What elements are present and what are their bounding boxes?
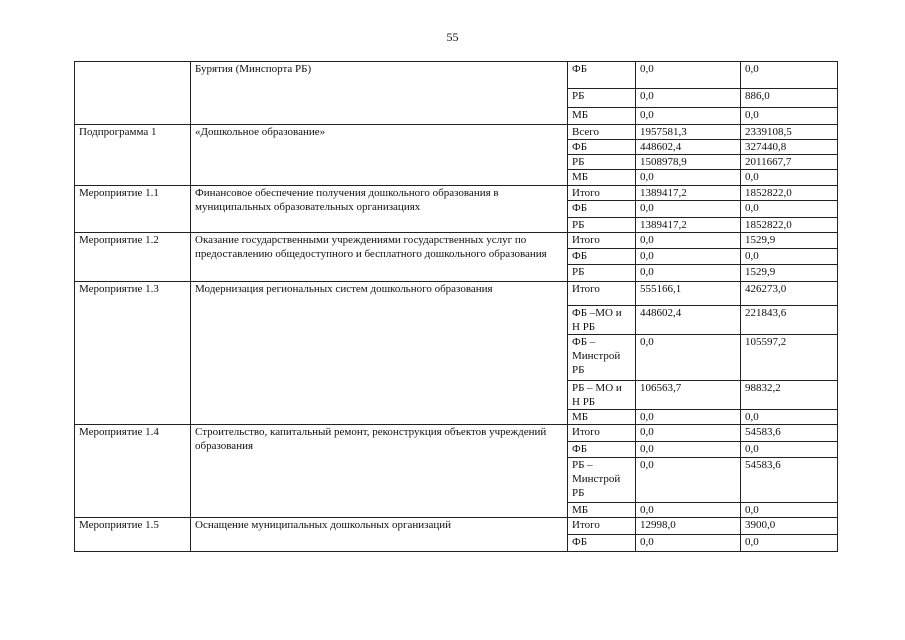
- funding-source-cell: МБ: [568, 410, 636, 425]
- amount-cell-2: 0,0: [741, 503, 838, 518]
- amount-cell-2: 1852822,0: [741, 218, 838, 233]
- funding-source-cell: ФБ –МО и Н РБ: [568, 306, 636, 335]
- activity-code-cell: Мероприятие 1.5: [75, 518, 191, 552]
- amount-cell-2: 0,0: [741, 62, 838, 89]
- table-row: [75, 282, 838, 306]
- amount-cell-1: 0,0: [636, 535, 741, 552]
- amount-cell-2: 221843,6: [741, 306, 838, 335]
- amount-cell-2: 0,0: [741, 249, 838, 265]
- amount-cell-1: 106563,7: [636, 381, 741, 410]
- activity-code-cell: Мероприятие 1.4: [75, 425, 191, 518]
- amount-cell-2: 0,0: [741, 410, 838, 425]
- amount-cell-2: 3900,0: [741, 518, 838, 535]
- funding-source-cell: Итого: [568, 518, 636, 535]
- amount-cell-1: 0,0: [636, 201, 741, 218]
- activity-name-cell: Оказание государственными учреждениями государственных услуг по предоставлению общедоступного и бесплатного дошкольного образования: [191, 233, 568, 282]
- budget-table-body: [75, 62, 838, 552]
- amount-cell-1: 0,0: [636, 249, 741, 265]
- funding-source-cell: Итого: [568, 233, 636, 249]
- funding-source-cell: РБ: [568, 265, 636, 282]
- amount-cell-1: 0,0: [636, 442, 741, 458]
- funding-source-cell: Всего: [568, 125, 636, 140]
- table-row: [75, 518, 838, 535]
- funding-source-cell: Итого: [568, 186, 636, 201]
- amount-cell-1: 0,0: [636, 410, 741, 425]
- amount-cell-2: 2011667,7: [741, 155, 838, 170]
- activity-name-cell: Модернизация региональных систем дошкольного образования: [191, 282, 568, 425]
- amount-cell-2: 54583,6: [741, 458, 838, 503]
- amount-cell-2: 426273,0: [741, 282, 838, 306]
- table-row: [75, 425, 838, 442]
- amount-cell-1: 0,0: [636, 335, 741, 381]
- amount-cell-1: 0,0: [636, 108, 741, 125]
- activity-name-cell: Оснащение муниципальных дошкольных организаций: [191, 518, 568, 552]
- amount-cell-1: 0,0: [636, 458, 741, 503]
- amount-cell-1: 0,0: [636, 62, 741, 89]
- amount-cell-1: 1957581,3: [636, 125, 741, 140]
- amount-cell-1: 0,0: [636, 170, 741, 186]
- table-row: [75, 233, 838, 249]
- funding-source-cell: ФБ: [568, 201, 636, 218]
- funding-source-cell: Итого: [568, 282, 636, 306]
- activity-code-cell: Подпрограмма 1: [75, 125, 191, 186]
- amount-cell-1: 0,0: [636, 425, 741, 442]
- activity-code-cell: [75, 62, 191, 125]
- amount-cell-2: 0,0: [741, 170, 838, 186]
- activity-name-cell: Бурятия (Минспорта РБ): [191, 62, 568, 125]
- amount-cell-1: 0,0: [636, 265, 741, 282]
- funding-source-cell: Итого: [568, 425, 636, 442]
- funding-source-cell: МБ: [568, 108, 636, 125]
- funding-source-cell: ФБ: [568, 535, 636, 552]
- amount-cell-2: 1529,9: [741, 265, 838, 282]
- amount-cell-2: 98832,2: [741, 381, 838, 410]
- amount-cell-1: 555166,1: [636, 282, 741, 306]
- amount-cell-2: 0,0: [741, 201, 838, 218]
- funding-source-cell: РБ – Минстрой РБ: [568, 458, 636, 503]
- amount-cell-1: 1389417,2: [636, 218, 741, 233]
- amount-cell-2: 2339108,5: [741, 125, 838, 140]
- budget-table: [74, 61, 838, 552]
- table-row: [75, 62, 838, 89]
- amount-cell-1: 448602,4: [636, 140, 741, 155]
- funding-source-cell: РБ: [568, 155, 636, 170]
- activity-name-cell: «Дошкольное образование»: [191, 125, 568, 186]
- amount-cell-2: 0,0: [741, 442, 838, 458]
- amount-cell-1: 0,0: [636, 233, 741, 249]
- funding-source-cell: ФБ: [568, 62, 636, 89]
- activity-name-cell: Строительство, капитальный ремонт, реконструкция объектов учреждений образования: [191, 425, 568, 518]
- activity-code-cell: Мероприятие 1.2: [75, 233, 191, 282]
- amount-cell-1: 448602,4: [636, 306, 741, 335]
- amount-cell-2: 886,0: [741, 89, 838, 108]
- funding-source-cell: РБ: [568, 89, 636, 108]
- funding-source-cell: ФБ: [568, 442, 636, 458]
- funding-source-cell: МБ: [568, 170, 636, 186]
- amount-cell-2: 0,0: [741, 108, 838, 125]
- amount-cell-1: 12998,0: [636, 518, 741, 535]
- amount-cell-1: 0,0: [636, 89, 741, 108]
- funding-source-cell: МБ: [568, 503, 636, 518]
- amount-cell-2: 327440,8: [741, 140, 838, 155]
- funding-source-cell: РБ – МО и Н РБ: [568, 381, 636, 410]
- amount-cell-2: 1529,9: [741, 233, 838, 249]
- amount-cell-1: 1389417,2: [636, 186, 741, 201]
- table-row: [75, 125, 838, 140]
- amount-cell-2: 54583,6: [741, 425, 838, 442]
- amount-cell-2: 1852822,0: [741, 186, 838, 201]
- amount-cell-2: 0,0: [741, 535, 838, 552]
- activity-code-cell: Мероприятие 1.3: [75, 282, 191, 425]
- amount-cell-1: 0,0: [636, 503, 741, 518]
- activity-code-cell: Мероприятие 1.1: [75, 186, 191, 233]
- funding-source-cell: РБ: [568, 218, 636, 233]
- activity-name-cell: Финансовое обеспечение получения дошкольного образования в муниципальных образовательных организациях: [191, 186, 568, 233]
- funding-source-cell: ФБ: [568, 249, 636, 265]
- table-row: [75, 186, 838, 201]
- amount-cell-2: 105597,2: [741, 335, 838, 381]
- amount-cell-1: 1508978,9: [636, 155, 741, 170]
- funding-source-cell: ФБ: [568, 140, 636, 155]
- page-number: 55: [446, 30, 459, 44]
- funding-source-cell: ФБ – Минстрой РБ: [568, 335, 636, 381]
